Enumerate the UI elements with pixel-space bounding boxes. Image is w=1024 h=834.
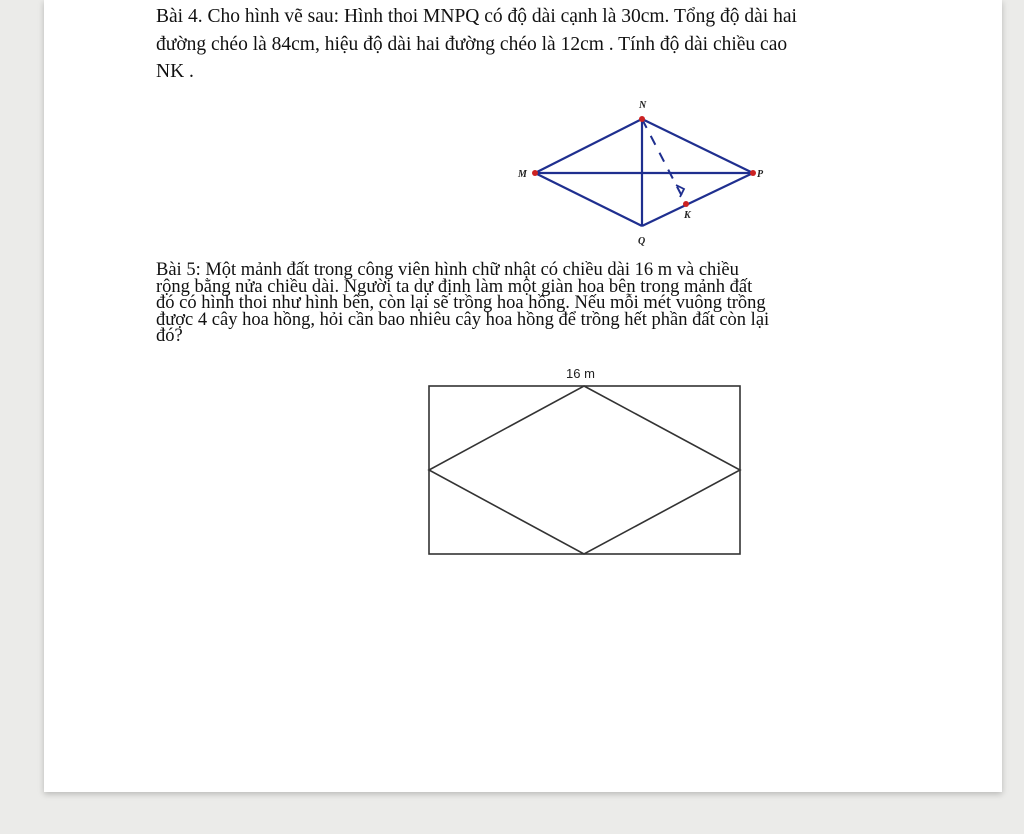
problem-5-line: được 4 cây hoa hồng, hỏi cần bao nhiêu cây hoa hồng để trồng hết phần đất còn lại <box>156 309 770 330</box>
problem-5-line: đó có hình thoi như hình bên, còn lại sẽ trồng hoa hồng. Nếu mỗi mét vuông trồng <box>156 293 766 313</box>
label-k: K <box>684 210 691 221</box>
label-q: Q <box>638 236 646 247</box>
problem-4-line: đường chéo là 84cm, hiệu độ dài hai đường chéo là 12cm . Tính độ dài chiều cao <box>156 33 788 55</box>
label-p: P <box>757 169 764 180</box>
problem-4-line: Bài 4. Cho hình vẽ sau: Hình thoi MNPQ có độ dài cạnh là 30cm. Tổng độ dài hai <box>156 6 797 27</box>
problem-4-line: NK . <box>156 61 194 82</box>
label-n: N <box>639 100 647 111</box>
problem-5-line: rộng bằng nửa chiều dài. Người ta dự định làm một giàn hoa bên trong mảnh đất <box>156 276 753 297</box>
label-m: M <box>518 169 527 180</box>
flower-rhombus <box>429 386 740 554</box>
land-rectangle <box>429 386 740 554</box>
problem-5-line: đó? <box>156 326 183 346</box>
problem-5-line: Bài 5: Một mảnh đất trong công viên hình chữ nhật có chiều dài 16 m và chiều <box>156 260 739 280</box>
length-label: 16 m <box>566 366 595 381</box>
